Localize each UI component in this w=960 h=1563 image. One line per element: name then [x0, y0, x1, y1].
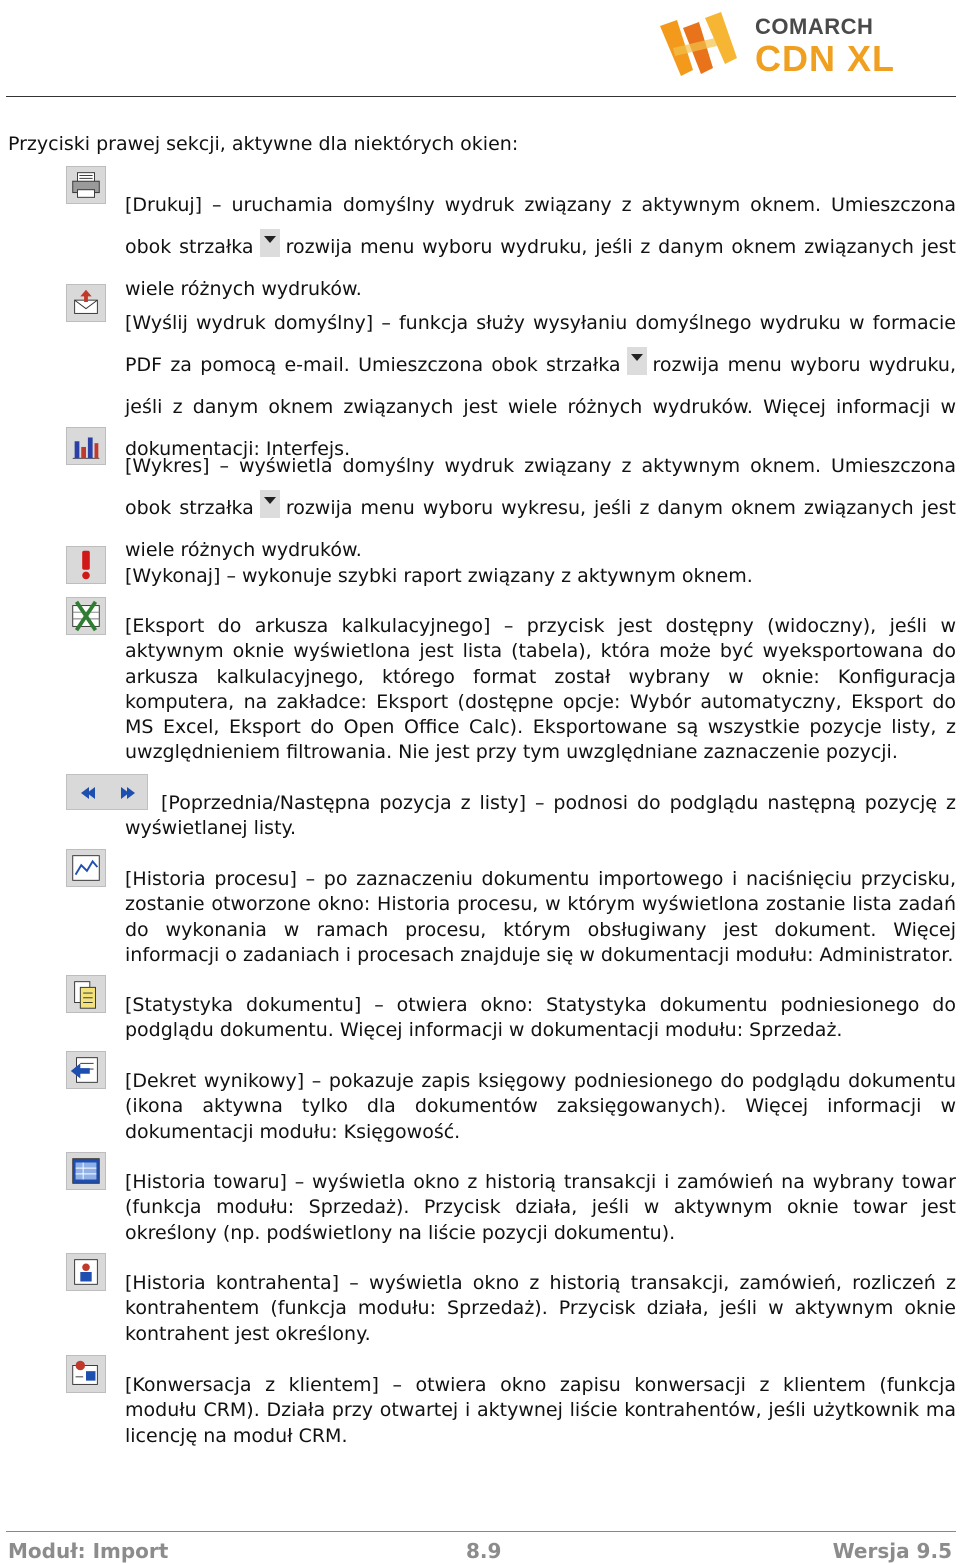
list-item [125, 302, 956, 462]
item-text: [Wyślij wydruk domyślny] – funkcja służy wysyłaniu domyślnego wydruku w formacie PDF za pomocą e-mail. Umieszczona obok strzałka [125, 312, 956, 376]
list-item [125, 791, 956, 842]
list-item [125, 1373, 956, 1449]
item-text: [Historia procesu] – po zaznaczeniu dokumentu importowego i naciśnięciu przycisku, zostanie otworzone okno: Historia procesu, w którym wyświetlona zostanie lista zadań do wykonania w ramach procesu, którym obsługiwany jest dokument. Więcej informacji o zadaniach i procesach znajduje się w dokumentacji modułu: Administrator. [125, 868, 956, 966]
item-text-cont: rozwija menu wyboru wykresu, jeśli z danym oknem związanych jest wiele różnych wydruków. [125, 497, 956, 561]
item-text-cont: rozwija menu wyboru wydruku, jeśli z danym oknem związanych jest wiele różnych wydruków. Więcej informacji w dokumentacji: Interfejs. [125, 354, 956, 460]
item-text: [Historia towaru] – wyświetla okno z historią transakcji i zamówień na wybrany towar (funkcja modułu: Sprzedaż). Przycisk działa, jeśli w aktywnym oknie towar jest określony (np. podświetlony na liście pozycji dokumentu). [125, 1171, 956, 1244]
decree-icon [66, 1051, 106, 1089]
send-print-icon [66, 284, 106, 322]
item-text: [Wykres] – wyświetla domyślny wydruk związany z aktywnym oknem. Umieszczona obok strzałka [125, 455, 956, 519]
dropdown-arrow-icon [627, 347, 647, 375]
header-divider [6, 96, 956, 97]
exclamation-icon [66, 546, 106, 584]
brand-top: COMARCH [755, 14, 874, 39]
item-text: [Historia kontrahenta] – wyświetla okno z historią transakcji, zamówień, rozliczeń z kontrahentem (funkcja modułu: Sprzedaż). Przycisk działa, jeśli w aktywnym oknie kontrahent jest określony. [125, 1272, 956, 1345]
item-text: [Drukuj] – uruchamia domyślny wydruk związany z aktywnym oknem. Umieszczona obok strzałka [125, 194, 956, 258]
excel-export-icon [66, 597, 106, 635]
process-history-icon [66, 849, 106, 887]
list-item [125, 445, 956, 571]
list-item [125, 1069, 956, 1145]
brand-bottom: CDN XL [755, 38, 895, 79]
footer-divider [6, 1531, 956, 1532]
printer-icon [66, 166, 106, 204]
goods-history-icon [66, 1152, 106, 1190]
footer-module: Moduł: Import [8, 1539, 169, 1563]
chart-icon [66, 427, 106, 465]
document-stats-icon [66, 975, 106, 1013]
item-text: [Poprzednia/Następna pozycja z listy] – podnosi do podglądu następną pozycję z wyświetlanej listy. [125, 792, 956, 840]
conversation-icon [66, 1355, 106, 1393]
item-text: [Konwersacja z klientem] – otwiera okno zapisu konwersacji z klientem (funkcja modułu CRM). Działa przy otwartej i aktywnej liście kontrahentów, jeśli użytkownik ma licencję na moduł CRM. [125, 1374, 956, 1447]
item-text: [Wykonaj] – wykonuje szybki raport związany z aktywnym oknem. [125, 565, 753, 587]
comarch-logo [655, 8, 895, 90]
footer-page-number: 8.9 [466, 1539, 502, 1563]
item-text: [Dekret wynikowy] – pokazuje zapis księgowy podniesionego do podglądu dokumentu (ikona aktywna tylko dla dokumentów zaksięgowanych). Więcej informacji w dokumentacji modułu: Księgowość. [125, 1070, 956, 1143]
intro-text: Przyciski prawej sekcji, aktywne dla niektórych okien: [8, 133, 519, 155]
footer-version: Wersja 9.5 [832, 1539, 952, 1563]
item-text-cont: rozwija menu wyboru wydruku, jeśli z danym oknem związanych jest wiele różnych wydruków. [125, 236, 956, 300]
dropdown-arrow-icon [260, 490, 280, 518]
contractor-history-icon [66, 1253, 106, 1291]
list-item [125, 614, 956, 766]
list-item [125, 993, 956, 1044]
list-item [125, 867, 956, 968]
list-item [125, 184, 956, 310]
list-item [125, 1170, 956, 1246]
item-text: [Eksport do arkusza kalkulacyjnego] – przycisk jest dostępny (widoczny), jeśli w aktywnym oknie wyświetlona jest lista (tabela), która może być wyeksportowana do arkusza kalkulacyjnego, którego format został wybrany w oknie: Konfiguracja komputera, na zakładce: Eksport (dostępne opcje: Wybór automatyczny, Eksport do MS Excel, Eksport do Open Office Calc). Eksportowane są wszystkie pozycje listy, z uwzględnieniem filtrowania. Nie jest przy tym uwzględniane zaznaczenie pozycji. [125, 615, 956, 764]
list-item [125, 564, 956, 589]
logo-mark-icon [655, 8, 750, 88]
item-text: [Statystyka dokumentu] – otwiera okno: Statystyka dokumentu podniesionego do podglądu dokumentu. Więcej informacji w dokumentacji modułu: Sprzedaż. [125, 994, 956, 1042]
dropdown-arrow-icon [260, 229, 280, 257]
list-item [125, 1271, 956, 1347]
